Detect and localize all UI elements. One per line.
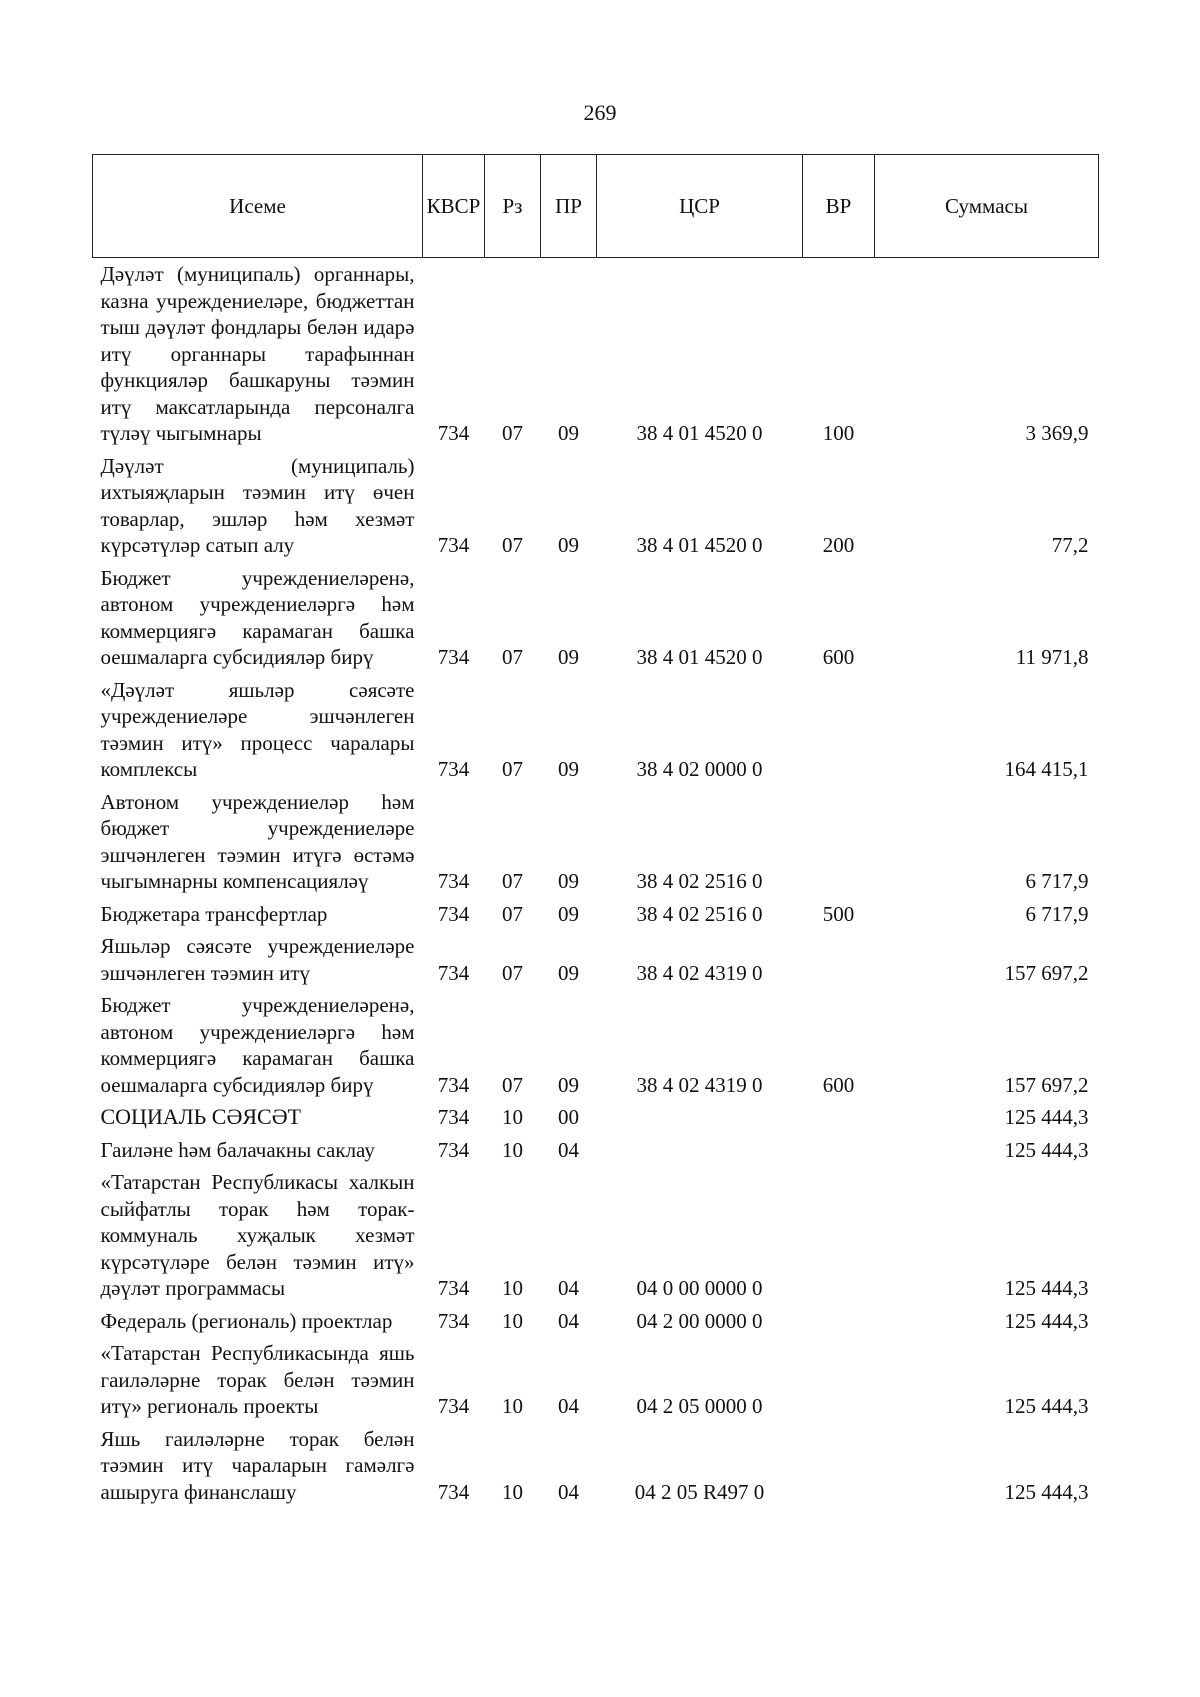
row-sum: 125 444,3 bbox=[1004, 1394, 1089, 1418]
row-kvsr: 734 bbox=[437, 1276, 470, 1300]
row-rz: 10 bbox=[502, 1308, 523, 1333]
row-pr: 09 bbox=[558, 1072, 579, 1097]
row-vr bbox=[803, 1101, 875, 1134]
row-name: «Татарстан Республикасында яшь гаиләләрне торак белән тәэмин итү» региональ проекты bbox=[100, 1341, 415, 1418]
row-vr bbox=[803, 930, 875, 989]
row-pr: 04 bbox=[558, 1479, 579, 1504]
row-kvsr: 734 bbox=[437, 960, 470, 985]
row-rz: 07 bbox=[502, 869, 523, 893]
row-pr: 09 bbox=[558, 869, 579, 893]
row-sum: 157 697,2 bbox=[1004, 960, 1089, 985]
table-row bbox=[93, 898, 1099, 931]
row-vr bbox=[803, 786, 875, 898]
row-name: Гаиләне һәм балачакны саклау bbox=[100, 1137, 375, 1162]
row-kvsr: 734 bbox=[437, 1137, 470, 1162]
row-name: Бюджетара трансфертлар bbox=[100, 901, 328, 926]
row-csr: 38 4 02 2516 0 bbox=[636, 869, 763, 893]
header-kvsr: КВСР bbox=[423, 155, 485, 258]
row-sum: 125 444,3 bbox=[1004, 1276, 1089, 1300]
row-csr: 04 2 05 R497 0 bbox=[634, 1479, 765, 1504]
row-pr: 04 bbox=[558, 1394, 579, 1418]
row-vr: 500 bbox=[822, 901, 855, 926]
row-sum: 125 444,3 bbox=[1004, 1137, 1089, 1162]
row-name: «Дәүләт яшьләр сәясәте учреждениеләре эшчәнлеген тәэмин итү» процесс чаралары комплексы bbox=[100, 677, 415, 781]
row-pr: 09 bbox=[558, 960, 579, 985]
row-pr: 09 bbox=[558, 645, 579, 669]
row-kvsr: 734 bbox=[437, 757, 470, 781]
row-rz: 07 bbox=[502, 645, 523, 669]
table-body bbox=[93, 258, 1099, 1509]
row-rz: 07 bbox=[502, 1072, 523, 1097]
row-kvsr: 734 bbox=[437, 1105, 470, 1129]
row-pr: 04 bbox=[558, 1276, 579, 1300]
row-csr bbox=[597, 1134, 803, 1167]
page-number: 269 bbox=[583, 100, 617, 125]
row-sum: 164 415,1 bbox=[1004, 757, 1089, 781]
row-vr bbox=[803, 1423, 875, 1509]
row-kvsr: 734 bbox=[437, 1308, 470, 1333]
header-csr: ЦСР bbox=[597, 155, 803, 258]
row-rz: 07 bbox=[502, 901, 523, 926]
row-kvsr: 734 bbox=[437, 645, 470, 669]
row-pr: 09 bbox=[558, 533, 579, 557]
row-sum: 11 971,8 bbox=[1015, 645, 1089, 669]
table-row bbox=[93, 1423, 1099, 1509]
row-rz: 10 bbox=[502, 1137, 523, 1162]
row-rz: 07 bbox=[502, 757, 523, 781]
row-csr: 38 4 02 2516 0 bbox=[636, 901, 763, 926]
row-pr: 09 bbox=[558, 901, 579, 926]
row-vr: 600 bbox=[822, 1072, 855, 1097]
row-rz: 10 bbox=[502, 1394, 523, 1418]
row-vr: 100 bbox=[822, 421, 855, 445]
row-kvsr: 734 bbox=[437, 421, 470, 445]
table-row bbox=[93, 1337, 1099, 1423]
table-row bbox=[93, 562, 1099, 674]
table-row bbox=[93, 989, 1099, 1101]
row-rz: 10 bbox=[502, 1479, 523, 1504]
row-csr: 38 4 02 0000 0 bbox=[636, 757, 763, 781]
table-row bbox=[93, 1305, 1099, 1338]
row-name: Бюджет учреждениеләренә, автоном учреждениеләргә һәм коммерциягә карамаган башка оешмаларга субсидияләр бирү bbox=[100, 565, 415, 669]
row-name: Дәүләт (муниципаль) органнары, казна учреждениеләре, бюджеттан тыш дәүләт фондлары белән идарә итү органнары тарафыннан функцияләр башкаруны тәэмин итү максатларында персоналга түләү чыгымнары bbox=[100, 262, 415, 445]
row-csr bbox=[597, 1101, 803, 1134]
row-csr: 38 4 02 4319 0 bbox=[636, 960, 763, 985]
row-kvsr: 734 bbox=[437, 1072, 470, 1097]
row-kvsr: 734 bbox=[437, 901, 470, 926]
row-csr: 04 2 00 0000 0 bbox=[636, 1308, 763, 1333]
row-rz: 07 bbox=[502, 960, 523, 985]
header-vr: ВР bbox=[803, 155, 875, 258]
row-name: Дәүләт (муниципаль) ихтыяҗларын тәэмин итү өчен товарлар, эшләр һәм хезмәт күрсәтүләр сатып алу bbox=[100, 453, 415, 557]
row-name: Яшь гаиләләрне торак белән тәэмин итү чараларын гамәлгә ашыруга финанслашу bbox=[100, 1426, 415, 1504]
table-row bbox=[93, 450, 1099, 562]
row-sum: 125 444,3 bbox=[1004, 1105, 1089, 1129]
header-sum: Суммасы bbox=[875, 155, 1099, 258]
row-vr bbox=[803, 1305, 875, 1338]
row-name: Федераль (региональ) проектлар bbox=[100, 1308, 393, 1333]
row-rz: 10 bbox=[502, 1105, 523, 1129]
table-row bbox=[93, 1134, 1099, 1167]
budget-table bbox=[92, 154, 1099, 1508]
table-header-row bbox=[93, 155, 1099, 258]
table-row bbox=[93, 930, 1099, 989]
row-vr bbox=[803, 1166, 875, 1305]
row-csr: 38 4 01 4520 0 bbox=[636, 533, 763, 557]
row-vr bbox=[803, 674, 875, 786]
table-row bbox=[93, 786, 1099, 898]
row-kvsr: 734 bbox=[437, 1479, 470, 1504]
table-row bbox=[93, 258, 1099, 450]
row-vr bbox=[803, 1337, 875, 1423]
row-name: Бюджет учреждениеләренә, автоном учреждениеләргә һәм коммерциягә карамаган башка оешмаларга субсидияләр бирү bbox=[100, 993, 415, 1097]
row-sum: 157 697,2 bbox=[1004, 1072, 1089, 1097]
header-rz: Рз bbox=[485, 155, 541, 258]
row-vr: 600 bbox=[822, 645, 855, 669]
row-sum: 3 369,9 bbox=[1025, 421, 1089, 445]
header-name: Исеме bbox=[93, 155, 423, 258]
row-sum: 125 444,3 bbox=[1004, 1308, 1089, 1333]
table-row bbox=[93, 1166, 1099, 1305]
row-pr: 04 bbox=[558, 1137, 579, 1162]
row-csr: 04 2 05 0000 0 bbox=[636, 1394, 763, 1418]
row-name: СОЦИАЛЬ СӘЯСӘТ bbox=[100, 1104, 302, 1129]
table-row bbox=[93, 1101, 1099, 1134]
row-sum: 6 717,9 bbox=[1025, 901, 1089, 926]
row-sum: 77,2 bbox=[1051, 533, 1089, 557]
row-kvsr: 734 bbox=[437, 533, 470, 557]
header-pr: ПР bbox=[541, 155, 597, 258]
row-csr: 38 4 01 4520 0 bbox=[636, 421, 763, 445]
row-rz: 07 bbox=[502, 421, 523, 445]
row-sum: 6 717,9 bbox=[1025, 869, 1089, 893]
row-csr: 04 0 00 0000 0 bbox=[636, 1276, 763, 1300]
row-pr: 09 bbox=[558, 757, 579, 781]
row-kvsr: 734 bbox=[437, 869, 470, 893]
row-csr: 38 4 02 4319 0 bbox=[636, 1072, 763, 1097]
row-rz: 10 bbox=[502, 1276, 523, 1300]
row-pr: 04 bbox=[558, 1308, 579, 1333]
row-kvsr: 734 bbox=[437, 1394, 470, 1418]
row-name: «Татарстан Республикасы халкын сыйфатлы торак һәм торак-коммуналь хуҗалык хезмәт күрсәтүләре белән тәэмин итү» дәүләт программасы bbox=[100, 1170, 415, 1300]
row-pr: 09 bbox=[558, 421, 579, 445]
row-csr: 38 4 01 4520 0 bbox=[636, 645, 763, 669]
row-vr: 200 bbox=[822, 533, 855, 557]
row-vr bbox=[803, 1134, 875, 1167]
row-name: Автоном учреждениеләр һәм бюджет учреждениеләре эшчәнлеген тәэмин итүгә өстәмә чыгымнарны компенсацияләү bbox=[100, 789, 415, 893]
row-pr: 00 bbox=[558, 1105, 579, 1129]
table-row bbox=[93, 674, 1099, 786]
row-name: Яшьләр сәясәте учреждениеләре эшчәнлеген тәэмин итү bbox=[100, 934, 415, 985]
row-sum: 125 444,3 bbox=[1004, 1479, 1089, 1504]
row-rz: 07 bbox=[502, 533, 523, 557]
